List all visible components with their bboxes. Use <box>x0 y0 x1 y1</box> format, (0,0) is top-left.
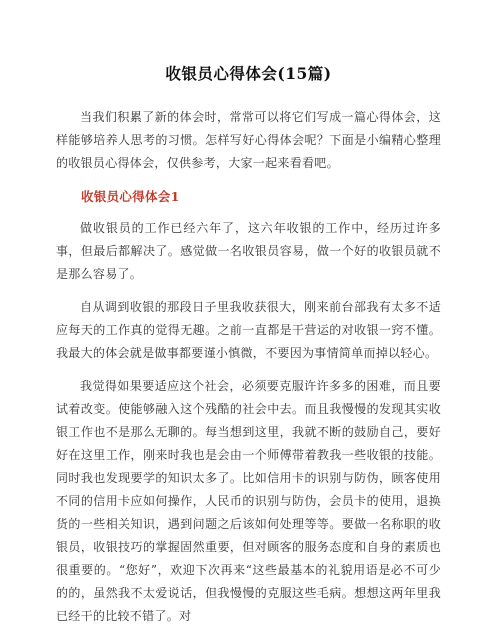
body-paragraph-3: 我觉得如果要适应这个社会，必须要克服许许多多的困难，而且要试着改变。使能够融入这个残酷的社会中去。而且我慢慢的发现其实收银工作也不是那么无聊的。每当想到这里，我就不断的鼓励自己，要好好在这里工作，刚来时我也是会由一个师傅带着教我一些收银的技能。同时我也发现要学的知识太多了。比如信用卡的识别与防伪，顾客使用不同的信用卡应如何操作，人民币的识别与防伪，会员卡的使用，退换货的一些相关知识，遇到问题之后该如何处理等等。要做一名称职的收银员，收银技巧的掌握固然重要，但对顾客的服务态度和自身的素质也很重要的。“您好”，欢迎下次再来“这些最基本的礼貌用语是必不可少的的，虽然我不太爱说话，但我慢慢的克服这些毛病。想想这两年里我已经干的比较不错了。对 <box>56 379 441 623</box>
section-heading: 收银员心得体会1 <box>81 189 180 204</box>
document-title: 收银员心得体会(15篇) <box>165 64 332 83</box>
body-paragraph-2: 自从调到收银的那段日子里我收获很大，刚来前台部我有太多不适应每天的工作真的觉得无趣。之前一直都是干营运的对收银一窍不懂。我最大的体会就是做事都要谨小慎微，不要因为事情简单而掉以轻心。 <box>56 300 441 360</box>
body-paragraph-1: 做收银员的工作已经六年了，这六年收银的工作中，经历过许多事，但最后都解决了。感觉做一名收银员容易，做一个好的收银员就不是那么容易了。 <box>56 221 441 281</box>
intro-paragraph: 当我们积累了新的体会时，常常可以将它们写成一篇心得体会，这样能够培养人思考的习惯。怎样写好心得体会呢？下面是小编精心整理的收银员心得体会，仅供参考，大家一起来看看吧。 <box>56 110 441 170</box>
